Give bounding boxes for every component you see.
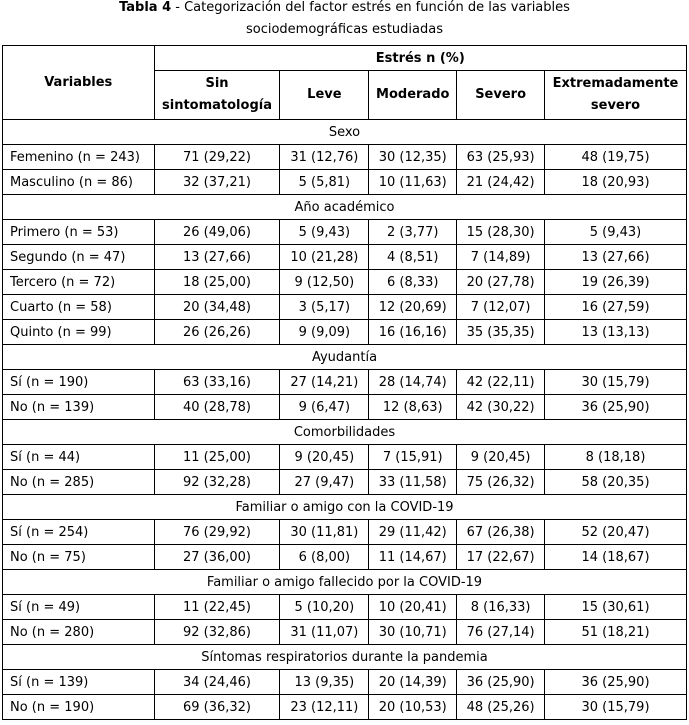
- table-row: [3, 695, 687, 720]
- table-row: [3, 370, 687, 395]
- row-label: Tercero (n = 72): [3, 270, 155, 295]
- section-title: Sexo: [3, 120, 687, 145]
- header-col: Leve: [280, 71, 369, 120]
- row-label: Sí (n = 44): [3, 445, 155, 470]
- table-cell: 11 (14,67): [369, 545, 457, 570]
- table-row: [3, 320, 687, 345]
- table-cell: 42 (22,11): [457, 370, 545, 395]
- table-cell: 13 (9,35): [280, 670, 369, 695]
- section-row: [3, 645, 687, 670]
- table-row: [3, 595, 687, 620]
- table-row: [3, 670, 687, 695]
- table-body: [3, 120, 687, 720]
- table-cell: 18 (20,93): [545, 170, 687, 195]
- table-cell: 21 (24,42): [457, 170, 545, 195]
- table-cell: 92 (32,28): [154, 470, 280, 495]
- table-row: [3, 245, 687, 270]
- table-cell: 31 (12,76): [280, 145, 369, 170]
- row-label: Sí (n = 49): [3, 595, 155, 620]
- table-cell: 17 (22,67): [457, 545, 545, 570]
- table-cell: 20 (14,39): [369, 670, 457, 695]
- table-cell: 13 (13,13): [545, 320, 687, 345]
- table-cell: 30 (15,79): [545, 695, 687, 720]
- table-cell: 12 (8,63): [369, 395, 457, 420]
- table-cell: 11 (25,00): [154, 445, 280, 470]
- table-cell: 5 (10,20): [280, 595, 369, 620]
- section-row: [3, 195, 687, 220]
- table-cell: 6 (8,33): [369, 270, 457, 295]
- table-cell: 12 (20,69): [369, 295, 457, 320]
- table-cell: 36 (25,90): [545, 395, 687, 420]
- row-label: No (n = 285): [3, 470, 155, 495]
- table-cell: 30 (12,35): [369, 145, 457, 170]
- table-row: [3, 270, 687, 295]
- row-label: Cuarto (n = 58): [3, 295, 155, 320]
- table-cell: 16 (27,59): [545, 295, 687, 320]
- table-cell: 8 (18,18): [545, 445, 687, 470]
- table-cell: 9 (6,47): [280, 395, 369, 420]
- table-cell: 48 (25,26): [457, 695, 545, 720]
- section-title: Ayudantía: [3, 345, 687, 370]
- table-cell: 30 (10,71): [369, 620, 457, 645]
- table-number: Tabla 4: [119, 0, 172, 15]
- table-cell: 13 (27,66): [545, 245, 687, 270]
- row-label: Sí (n = 139): [3, 670, 155, 695]
- table-cell: 9 (20,45): [457, 445, 545, 470]
- table-cell: 8 (16,33): [457, 595, 545, 620]
- row-label: No (n = 75): [3, 545, 155, 570]
- table-cell: 27 (14,21): [280, 370, 369, 395]
- table-row: [3, 445, 687, 470]
- table-cell: 31 (11,07): [280, 620, 369, 645]
- section-row: [3, 420, 687, 445]
- row-label: Sí (n = 190): [3, 370, 155, 395]
- table-cell: 13 (27,66): [154, 245, 280, 270]
- table-cell: 75 (26,32): [457, 470, 545, 495]
- table-cell: 76 (27,14): [457, 620, 545, 645]
- section-title: Síntomas respiratorios durante la pandemia: [3, 645, 687, 670]
- table-cell: 27 (9,47): [280, 470, 369, 495]
- table-cell: 30 (11,81): [280, 520, 369, 545]
- table-cell: 40 (28,78): [154, 395, 280, 420]
- table-cell: 26 (49,06): [154, 220, 280, 245]
- table-cell: 27 (36,00): [154, 545, 280, 570]
- table-cell: 10 (11,63): [369, 170, 457, 195]
- row-label: No (n = 139): [3, 395, 155, 420]
- table-row: [3, 145, 687, 170]
- table-cell: 48 (19,75): [545, 145, 687, 170]
- table-cell: 92 (32,86): [154, 620, 280, 645]
- section-title: Familiar o amigo fallecido por la COVID-19: [3, 570, 687, 595]
- table-cell: 15 (30,61): [545, 595, 687, 620]
- row-label: Femenino (n = 243): [3, 145, 155, 170]
- table-cell: 51 (18,21): [545, 620, 687, 645]
- section-title: Año académico: [3, 195, 687, 220]
- table-cell: 19 (26,39): [545, 270, 687, 295]
- table-row: [3, 545, 687, 570]
- section-row: [3, 120, 687, 145]
- caption-text-line2: sociodemográficas estudiadas: [245, 22, 443, 37]
- table-cell: 6 (8,00): [280, 545, 369, 570]
- table-cell: 58 (20,35): [545, 470, 687, 495]
- header-variables: Variables: [3, 46, 155, 120]
- row-label: No (n = 190): [3, 695, 155, 720]
- table-cell: 67 (26,38): [457, 520, 545, 545]
- row-label: No (n = 280): [3, 620, 155, 645]
- table-cell: 42 (30,22): [457, 395, 545, 420]
- table-cell: 26 (26,26): [154, 320, 280, 345]
- caption-text: - Categorización del factor estrés en función de las variables: [171, 0, 570, 15]
- table-cell: 36 (25,90): [457, 670, 545, 695]
- table-cell: 76 (29,92): [154, 520, 280, 545]
- stress-table: [2, 45, 687, 720]
- table-cell: 7 (12,07): [457, 295, 545, 320]
- header-group: Estrés n (%): [154, 46, 686, 71]
- table-cell: 36 (25,90): [545, 670, 687, 695]
- table-cell: 20 (34,48): [154, 295, 280, 320]
- table-cell: 16 (16,16): [369, 320, 457, 345]
- table-caption: [0, 0, 689, 41]
- row-label: Masculino (n = 86): [3, 170, 155, 195]
- table-cell: 3 (5,17): [280, 295, 369, 320]
- row-label: Primero (n = 53): [3, 220, 155, 245]
- table-cell: 30 (15,79): [545, 370, 687, 395]
- table-cell: 23 (12,11): [280, 695, 369, 720]
- table-cell: 34 (24,46): [154, 670, 280, 695]
- table-cell: 5 (9,43): [280, 220, 369, 245]
- section-row: [3, 570, 687, 595]
- table-cell: 9 (12,50): [280, 270, 369, 295]
- header-col: Sin sintomatología: [154, 71, 280, 120]
- table-cell: 28 (14,74): [369, 370, 457, 395]
- table-cell: 20 (27,78): [457, 270, 545, 295]
- table-cell: 15 (28,30): [457, 220, 545, 245]
- table-row: [3, 295, 687, 320]
- table-row: [3, 520, 687, 545]
- table-cell: 11 (22,45): [154, 595, 280, 620]
- table-cell: 32 (37,21): [154, 170, 280, 195]
- table-cell: 4 (8,51): [369, 245, 457, 270]
- table-row: [3, 220, 687, 245]
- table-cell: 52 (20,47): [545, 520, 687, 545]
- table-row: [3, 620, 687, 645]
- table-cell: 33 (11,58): [369, 470, 457, 495]
- table-cell: 18 (25,00): [154, 270, 280, 295]
- table-cell: 5 (9,43): [545, 220, 687, 245]
- table-cell: 14 (18,67): [545, 545, 687, 570]
- table-cell: 9 (20,45): [280, 445, 369, 470]
- row-label: Sí (n = 254): [3, 520, 155, 545]
- table-cell: 9 (9,09): [280, 320, 369, 345]
- header-col: Extremadamente severo: [545, 71, 687, 120]
- table-cell: 63 (33,16): [154, 370, 280, 395]
- table-cell: 69 (36,32): [154, 695, 280, 720]
- header-col: Severo: [457, 71, 545, 120]
- table-row: [3, 470, 687, 495]
- section-row: [3, 495, 687, 520]
- row-label: Quinto (n = 99): [3, 320, 155, 345]
- section-title: Comorbilidades: [3, 420, 687, 445]
- table-cell: 35 (35,35): [457, 320, 545, 345]
- table-cell: 2 (3,77): [369, 220, 457, 245]
- table-row: [3, 395, 687, 420]
- table-cell: 71 (29,22): [154, 145, 280, 170]
- table-cell: 29 (11,42): [369, 520, 457, 545]
- header-col: Moderado: [369, 71, 457, 120]
- table-cell: 20 (10,53): [369, 695, 457, 720]
- table-cell: 7 (15,91): [369, 445, 457, 470]
- table-cell: 5 (5,81): [280, 170, 369, 195]
- table-cell: 10 (20,41): [369, 595, 457, 620]
- table-cell: 10 (21,28): [280, 245, 369, 270]
- section-title: Familiar o amigo con la COVID-19: [3, 495, 687, 520]
- table-cell: 7 (14,89): [457, 245, 545, 270]
- row-label: Segundo (n = 47): [3, 245, 155, 270]
- table-row: [3, 170, 687, 195]
- table-cell: 63 (25,93): [457, 145, 545, 170]
- section-row: [3, 345, 687, 370]
